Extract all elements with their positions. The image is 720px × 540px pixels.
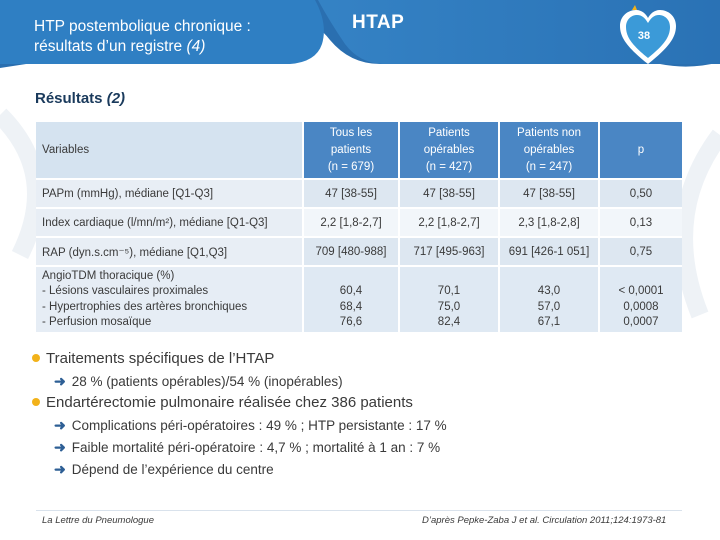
angio-item-3: - Perfusion mosaïque xyxy=(42,316,152,328)
angio-p-3: 0,0007 xyxy=(623,316,659,328)
sub-bullet-text: Complications péri-opératoires : 49 % ; HTP persistante : 17 % xyxy=(71,418,447,433)
header-all-patients xyxy=(303,122,399,179)
table-row xyxy=(36,179,682,208)
cell-all: 709 [480-988] xyxy=(303,237,399,266)
angio-title: AngioTDM thoracique (%) xyxy=(42,269,175,282)
header-operable-line2: opérables xyxy=(423,143,475,156)
cell-p: 0,75 xyxy=(599,237,682,266)
bullet-item xyxy=(32,348,692,370)
results-table xyxy=(36,122,682,332)
arrow-right-icon: ➜ xyxy=(54,439,66,455)
cell-p: 0,13 xyxy=(599,208,682,237)
row-label-angio xyxy=(36,266,303,332)
cell-operable: 47 [38-55] xyxy=(399,179,499,208)
cell-operable: 717 [495-963] xyxy=(399,237,499,266)
title-reference: (4) xyxy=(186,38,206,55)
angio-p-2: 0,0008 xyxy=(623,300,659,313)
topic-tag: HTAP xyxy=(352,12,405,33)
footer-journal: La Lettre du Pneumologue xyxy=(42,515,154,526)
section-title-text: Résultats xyxy=(35,90,103,107)
header-non-operable-line2: opérables xyxy=(523,143,575,156)
bullet-item xyxy=(32,392,692,414)
sub-bullet-text: Faible mortalité péri-opératoire : 4,7 % ; mortalité à 1 an : 7 % xyxy=(71,440,441,455)
row-label: RAP (dyn.s.cm⁻⁵), médiane [Q1,Q3] xyxy=(36,237,303,266)
cell-non-operable: 691 [426-1 051] xyxy=(499,237,599,266)
cell-non-operable: 47 [38-55] xyxy=(499,179,599,208)
angio-nonop-1: 43,0 xyxy=(537,285,561,297)
cell-all: 47 [38-55] xyxy=(303,179,399,208)
sub-bullet-item xyxy=(32,414,692,436)
bullet-dot-icon xyxy=(32,354,40,362)
table-header-row xyxy=(36,122,682,179)
angio-p-1: < 0,0001 xyxy=(618,285,664,297)
cell-operable: 2,2 [1,8-2,7] xyxy=(399,208,499,237)
slide-header xyxy=(0,0,720,72)
angio-nonop-3: 67,1 xyxy=(537,316,561,328)
cell-all: 2,2 [1,8-2,7] xyxy=(303,208,399,237)
cell-non-operable: 2,3 [1,8-2,8] xyxy=(499,208,599,237)
bullet-list xyxy=(32,348,692,480)
cell-p xyxy=(599,266,682,332)
row-label: PAPm (mmHg), médiane [Q1-Q3] xyxy=(36,179,303,208)
header-operable xyxy=(399,122,499,179)
section-reference: (2) xyxy=(106,90,126,107)
sub-bullet-item xyxy=(32,370,692,392)
cell-non-operable xyxy=(499,266,599,332)
arrow-right-icon: ➜ xyxy=(54,461,66,477)
arrow-right-icon: ➜ xyxy=(54,417,66,433)
bullet-text: Endartérectomie pulmonaire réalisée chez 386 patients xyxy=(46,394,413,411)
header-p-value: p xyxy=(599,122,682,179)
title-line-2: résultats d’un registre xyxy=(34,38,183,55)
header-all-patients-line2: patients xyxy=(330,143,372,156)
angio-all-2: 68,4 xyxy=(339,300,363,313)
header-all-patients-line1: Tous les xyxy=(329,126,373,139)
header-operable-line3: (n = 427) xyxy=(425,160,473,173)
angio-item-1: - Lésions vasculaires proximales xyxy=(42,285,209,297)
sub-bullet-item xyxy=(32,436,692,458)
row-label: Index cardiaque (l/mn/m²), médiane [Q1-Q3] xyxy=(36,208,303,237)
angio-nonop-2: 57,0 xyxy=(537,300,561,313)
bullet-dot-icon xyxy=(32,398,40,406)
header-non-operable-line3: (n = 247) xyxy=(525,160,573,173)
page-number: 38 xyxy=(637,30,651,42)
header-operable-line1: Patients xyxy=(428,126,470,139)
angio-op-3: 82,4 xyxy=(437,316,461,328)
angio-item-2: - Hypertrophies des artères bronchiques xyxy=(42,300,248,313)
cell-all xyxy=(303,266,399,332)
sub-bullet-text: 28 % (patients opérables)/54 % (inopérables) xyxy=(71,374,343,389)
angio-op-1: 70,1 xyxy=(437,285,461,297)
table-row-angio xyxy=(36,266,682,332)
angio-all-1: 60,4 xyxy=(339,285,363,297)
footer-divider xyxy=(36,510,682,511)
table-row xyxy=(36,237,682,266)
cell-operable xyxy=(399,266,499,332)
header-non-operable-line1: Patients non xyxy=(517,126,581,139)
header-non-operable xyxy=(499,122,599,179)
title-line-1: HTP postembolique chronique : xyxy=(34,18,251,35)
table-row xyxy=(36,208,682,237)
angio-all-3: 76,6 xyxy=(339,316,363,328)
cell-p: 0,50 xyxy=(599,179,682,208)
sub-bullet-text: Dépend de l’expérience du centre xyxy=(71,462,274,477)
bullet-text: Traitements spécifiques de l’HTAP xyxy=(46,350,275,367)
slide-title xyxy=(34,17,251,57)
header-variables: Variables xyxy=(36,122,303,179)
sub-bullet-item xyxy=(32,458,692,480)
angio-op-2: 75,0 xyxy=(437,300,461,313)
footer-citation: D’après Pepke-Zaba J et al. Circulation 2011;124:1973-81 xyxy=(422,515,667,526)
header-all-patients-line3: (n = 679) xyxy=(327,160,375,173)
arrow-right-icon: ➜ xyxy=(54,373,66,389)
page-badge xyxy=(618,4,678,70)
section-title xyxy=(35,90,125,107)
